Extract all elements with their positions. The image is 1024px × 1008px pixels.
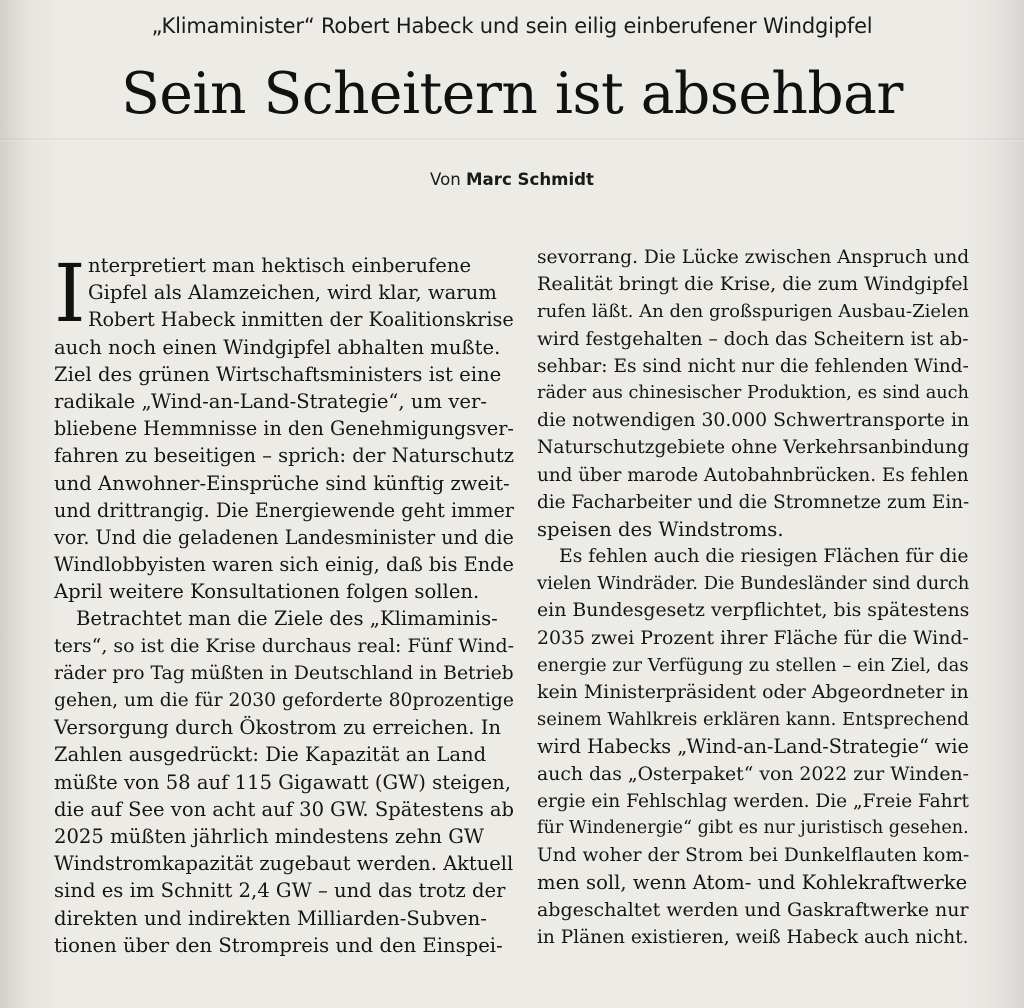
text-line: vor. Und die geladenen Landesminister und die bbox=[54, 525, 514, 549]
text-line: nterpretiert man hektisch einberufene bbox=[88, 254, 472, 277]
text-line: Ziel des grünen Wirtschaftsministers ist eine bbox=[54, 362, 502, 386]
text-line: in Plänen existieren, weiß Habeck auch nicht. bbox=[537, 926, 969, 948]
article-column-right bbox=[537, 244, 969, 951]
text-line: energie zur Verfügung zu stellen – ein Ziel, das bbox=[537, 654, 969, 676]
text-line: wird Habecks „Wind-an-Land-Strategie“ wie bbox=[537, 735, 969, 759]
text-line: müßte von 58 auf 115 Gigawatt (GW) steigen, bbox=[54, 770, 511, 794]
text-line: wird festgehalten – doch das Scheitern ist ab- bbox=[537, 328, 969, 350]
text-line: und drittrangig. Die Energiewende geht immer bbox=[54, 498, 514, 522]
text-line: vielen Windräder. Die Bundesländer sind durch bbox=[537, 573, 970, 595]
text-line: Gipfel als Alamzeichen, wird klar, warum bbox=[88, 281, 497, 305]
text-line: gehen, um die für 2030 geforderte 80prozentige bbox=[54, 690, 514, 711]
text-line: Naturschutzgebiete ohne Verkehrsanbindung bbox=[537, 437, 970, 459]
text-line: sehbar: Es sind nicht nur die fehlenden Wind- bbox=[537, 355, 969, 377]
text-line: Windstromkapazität zugebaut werden. Aktuell bbox=[54, 852, 514, 876]
byline-prefix: Von bbox=[430, 170, 461, 189]
article-headline: Sein Scheitern ist absehbar bbox=[121, 61, 903, 127]
text-line: räder aus chinesischer Produktion, es sind auch bbox=[537, 382, 969, 403]
article-kicker: „Klimaminister“ Robert Habeck und sein eilig einberufener Windgipfel bbox=[151, 14, 873, 38]
drop-cap: I bbox=[54, 247, 86, 340]
article-byline bbox=[0, 170, 1024, 189]
text-line: Versorgung durch Ökostrom zu erreichen. In bbox=[54, 716, 502, 740]
text-line: tionen über den Strompreis und den Einspei- bbox=[54, 933, 503, 957]
text-line: 2025 müßten jährlich mindestens zehn GW bbox=[54, 824, 485, 848]
text-line: radikale „Wind-an-Land-Strategie“, um ver- bbox=[54, 389, 487, 413]
text-line: Zahlen ausgedrückt: Die Kapazität an Land bbox=[54, 743, 487, 767]
text-line: Es fehlen auch die riesigen Flächen für die bbox=[559, 546, 969, 568]
text-line: räder pro Tag müßten in Deutschland in Betrieb bbox=[54, 662, 514, 684]
text-line: die notwendigen 30.000 Schwertransporte in bbox=[537, 410, 970, 432]
text-line: kein Ministerpräsident oder Abgeordneter in bbox=[537, 681, 969, 703]
paper-fold bbox=[0, 138, 1024, 142]
text-line: speisen des Windstroms. bbox=[537, 517, 784, 541]
text-line: ein Bundesgesetz verpflichtet, bis spätestens bbox=[537, 599, 970, 622]
byline-author: Marc Schmidt bbox=[466, 170, 594, 189]
text-line: sevorrang. Die Lücke zwischen Anspruch und bbox=[537, 247, 970, 268]
text-line: auch das „Osterpaket“ von 2022 zur Winden- bbox=[537, 763, 970, 785]
text-line: die Facharbeiter und die Stromnetze zum Ein- bbox=[537, 491, 970, 513]
text-line: und Anwohner-Einsprüche sind künftig zweit- bbox=[54, 471, 510, 495]
text-line: Robert Habeck inmitten der Koalitionskrise bbox=[88, 308, 514, 332]
text-line: Realität bringt die Krise, die zum Windgipfel bbox=[537, 273, 969, 296]
text-line: fahren zu beseitigen – sprich: der Naturschutz bbox=[54, 444, 514, 468]
text-line: Betrachtet man die Ziele des „Klimaminis- bbox=[76, 607, 498, 631]
text-line: und über marode Autobahnbrücken. Es fehlen bbox=[537, 464, 969, 486]
text-line: seinem Wahlkreis erklären kann. Entsprechend bbox=[537, 709, 969, 731]
text-line: April weitere Konsultationen folgen sollen. bbox=[54, 580, 480, 604]
text-line: 2035 zwei Prozent ihrer Fläche für die Wind- bbox=[537, 626, 969, 649]
text-line: Und woher der Strom bei Dunkelflauten kom- bbox=[537, 845, 970, 867]
text-line: die auf See von acht auf 30 GW. Spätestens ab bbox=[54, 797, 515, 821]
text-line: für Windenergie“ gibt es nur juristisch gesehen. bbox=[537, 817, 969, 838]
text-line: rufen läßt. An den großspurigen Ausbau-Zielen bbox=[537, 301, 970, 323]
text-line: men soll, wenn Atom- und Kohlekraftwerke bbox=[537, 871, 968, 895]
text-line: abgeschaltet werden und Gaskraftwerke nur bbox=[537, 898, 969, 921]
text-line: ergie ein Fehlschlag werden. Die „Freie Fahrt bbox=[537, 790, 969, 812]
article-column-left bbox=[54, 247, 515, 959]
text-line: bliebene Hemmnisse in den Genehmigungsver- bbox=[54, 417, 514, 441]
text-line: auch noch einen Windgipfel abhalten mußte. bbox=[54, 335, 501, 359]
text-line: ters“, so ist die Krise durchaus real: Fünf Wind- bbox=[54, 634, 515, 657]
text-line: sind es im Schnitt 2,4 GW – und das trotz der bbox=[54, 879, 506, 903]
text-line: Windlobbyisten waren sich einig, daß bis Ende bbox=[54, 553, 514, 577]
text-line: direkten und indirekten Milliarden-Subven- bbox=[54, 906, 487, 930]
